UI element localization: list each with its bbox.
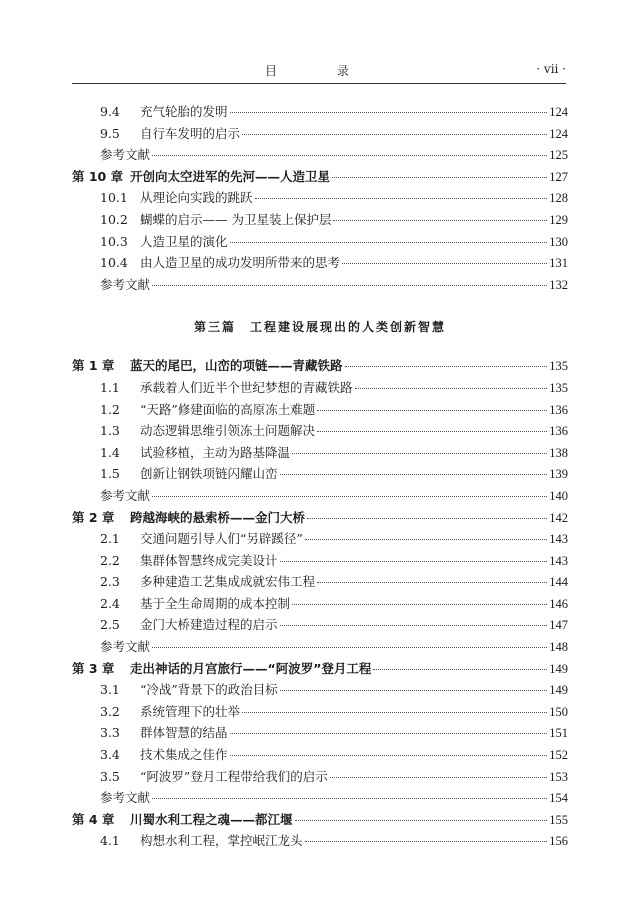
entry-title: 蝴蝶的启示—— 为卫星装上保护层	[140, 211, 332, 227]
entry-number: 1.2	[100, 401, 120, 417]
entry-title: 充气轮胎的发明	[140, 104, 228, 119]
entry-number: 1.3	[100, 423, 120, 439]
entry-page-number: 142	[549, 510, 568, 525]
entry-page-number: 128	[549, 191, 568, 206]
dot-leader	[317, 410, 547, 411]
toc-section-entry[interactable]	[72, 464, 568, 486]
entry-title: 参考文献	[100, 487, 151, 503]
entry-number: 3.1	[100, 682, 120, 698]
dot-leader	[280, 625, 548, 626]
entry-number: 1.4	[100, 444, 120, 460]
dot-leader	[292, 453, 547, 454]
toc-section-entry[interactable]	[72, 680, 568, 702]
entry-number: 第 10 章	[72, 168, 124, 184]
entry-page-number: 131	[549, 256, 568, 271]
entry-title: 创新让钢铁项链闪耀山峦	[140, 466, 278, 482]
dot-leader	[355, 388, 548, 389]
dot-leader	[333, 220, 547, 221]
entry-title: 跨越海峡的悬索桥——金门大桥	[130, 509, 306, 525]
entry-page-number: 124	[549, 126, 568, 141]
entry-page-number: 139	[549, 467, 568, 482]
entry-title: 金门大桥建造过程的启示	[140, 617, 278, 633]
entry-number: 2.2	[100, 552, 120, 568]
entry-page-number: 135	[549, 359, 568, 374]
toc-section-entry[interactable]	[72, 723, 568, 745]
entry-title: 基于全生命周期的成本控制	[140, 595, 291, 611]
dot-leader	[152, 496, 547, 497]
entry-page-number: 127	[549, 169, 568, 184]
dot-leader	[230, 755, 548, 756]
entry-number: 第 1 章	[72, 358, 115, 374]
entry-number: 3.4	[100, 747, 120, 763]
dot-leader	[230, 242, 548, 243]
entry-page-number: 135	[549, 380, 568, 395]
toc-references-entry[interactable]	[72, 486, 568, 508]
toc-chapter-entry[interactable]	[72, 810, 568, 832]
dot-leader	[330, 777, 547, 778]
dot-leader	[317, 431, 547, 432]
toc-references-entry[interactable]	[72, 637, 568, 659]
toc-section-entry[interactable]	[72, 210, 568, 232]
entry-title: 构想水利工程，掌控岷江龙头	[140, 833, 303, 849]
entry-number: 10.3	[100, 233, 128, 249]
dot-leader	[332, 177, 547, 178]
toc-section-entry[interactable]	[72, 594, 568, 616]
entry-title: 参考文献	[100, 147, 151, 163]
header-page-number: · vii ·	[536, 62, 566, 76]
dot-leader	[255, 198, 548, 199]
entry-number: 第 2 章	[72, 509, 115, 525]
entry-page-number: 147	[549, 618, 568, 633]
toc-references-entry[interactable]	[72, 145, 568, 167]
entry-number: 第 4 章	[72, 811, 115, 827]
dot-leader	[280, 561, 548, 562]
toc-section-entry[interactable]	[72, 378, 568, 400]
entry-number: 2.3	[100, 574, 120, 590]
running-header	[72, 62, 566, 84]
entry-title: 开创向太空进军的先河——人造卫星	[130, 168, 331, 184]
entry-page-number: 140	[549, 488, 568, 503]
entry-page-number: 143	[549, 532, 568, 547]
dot-leader	[373, 669, 547, 670]
toc-chapter-entry[interactable]	[72, 356, 568, 378]
entry-title: 动态逻辑思维引领冻土问题解决	[140, 423, 316, 439]
entry-title: 走出神话的月宫旅行——“阿波罗”登月工程	[130, 660, 372, 676]
header-title: 目 录	[264, 64, 373, 78]
toc-section-entry[interactable]	[72, 232, 568, 254]
entry-page-number: 124	[549, 105, 568, 119]
entry-title: 参考文献	[100, 639, 151, 655]
toc-section-entry[interactable]	[72, 745, 568, 767]
dot-leader	[307, 518, 547, 519]
toc-section-entry[interactable]	[72, 188, 568, 210]
entry-title: 川蜀水利工程之魂——都江堰	[130, 811, 293, 827]
dot-leader	[242, 712, 547, 713]
dot-leader	[230, 112, 548, 113]
entry-number: 9.5	[100, 125, 120, 141]
entry-number: 3.5	[100, 768, 120, 784]
dot-leader	[295, 820, 548, 821]
toc-section-entry[interactable]	[72, 767, 568, 789]
entry-page-number: 136	[549, 402, 568, 417]
entry-number: 3.3	[100, 725, 120, 741]
toc-chapter-entry[interactable]	[72, 659, 568, 681]
toc-section-entry[interactable]	[72, 831, 568, 853]
entry-number: 1.1	[100, 379, 120, 395]
toc-group-2	[72, 356, 568, 853]
entry-title: 多种建造工艺集成成就宏伟工程	[140, 574, 316, 590]
entry-page-number: 156	[549, 834, 568, 849]
entry-number: 9.4	[100, 104, 120, 119]
toc-section-entry[interactable]	[72, 400, 568, 422]
entry-page-number: 155	[549, 812, 568, 827]
dot-leader	[305, 841, 548, 842]
entry-title: 从理论向实践的跳跃	[140, 190, 253, 206]
entry-title: 承载着人们近半个世纪梦想的青藏铁路	[140, 379, 353, 395]
part-title: 工程建设展现出的人类创新智慧	[250, 319, 447, 334]
entry-page-number: 125	[549, 148, 568, 163]
dot-leader	[280, 474, 548, 475]
entry-title: 参考文献	[100, 790, 151, 806]
entry-title: 群体智慧的结晶	[140, 725, 228, 741]
dot-leader	[152, 647, 547, 648]
dot-leader	[305, 539, 547, 540]
entry-page-number: 138	[549, 445, 568, 460]
dot-leader	[342, 263, 547, 264]
entry-page-number: 146	[549, 596, 568, 611]
dot-leader	[345, 366, 548, 367]
header-rule	[72, 83, 566, 84]
entry-number: 3.2	[100, 703, 120, 719]
entry-number: 10.2	[100, 211, 128, 227]
entry-number: 1.5	[100, 466, 120, 482]
toc-section-entry[interactable]	[72, 615, 568, 637]
dot-leader	[280, 690, 547, 691]
entry-page-number: 152	[549, 748, 568, 763]
toc-section-entry[interactable]	[72, 551, 568, 573]
toc-group-1	[72, 102, 568, 296]
entry-number: 4.1	[100, 833, 120, 849]
toc-chapter-entry[interactable]	[72, 167, 568, 189]
entry-number: 10.4	[100, 255, 128, 271]
entry-number: 2.1	[100, 531, 120, 547]
toc-section-entry[interactable]	[72, 102, 568, 124]
dot-leader	[242, 134, 547, 135]
entry-number: 2.5	[100, 617, 120, 633]
entry-page-number: 130	[549, 234, 568, 249]
entry-title: “天路”修建面临的高原冻土难题	[140, 401, 316, 417]
entry-page-number: 136	[549, 424, 568, 439]
dot-leader	[152, 155, 547, 156]
toc-references-entry[interactable]	[72, 275, 568, 297]
toc-section-entry[interactable]	[72, 572, 568, 594]
entry-title: 技术集成之佳作	[140, 747, 228, 763]
part-label: 第三篇	[193, 319, 236, 334]
entry-page-number: 154	[549, 791, 568, 806]
entry-title: 交通问题引导人们“另辟蹊径”	[140, 531, 303, 547]
dot-leader	[230, 733, 548, 734]
entry-page-number: 150	[549, 704, 568, 719]
entry-page-number: 148	[549, 640, 568, 655]
entry-title: 蓝天的尾巴，山峦的项链——青藏铁路	[130, 358, 343, 374]
entry-number: 10.1	[100, 190, 128, 206]
entry-page-number: 151	[549, 726, 568, 741]
entry-page-number: 143	[549, 553, 568, 568]
toc-references-entry[interactable]	[72, 788, 568, 810]
table-of-contents	[72, 102, 568, 853]
dot-leader	[152, 798, 547, 799]
part-heading	[72, 296, 568, 356]
entry-title: 由人造卫星的成功发明所带来的思考	[140, 255, 341, 271]
dot-leader	[292, 604, 547, 605]
toc-section-entry[interactable]	[72, 529, 568, 551]
toc-chapter-entry[interactable]	[72, 508, 568, 530]
toc-section-entry[interactable]	[72, 253, 568, 275]
dot-leader	[152, 285, 547, 286]
entry-page-number: 132	[549, 277, 568, 292]
toc-section-entry[interactable]	[72, 702, 568, 724]
toc-section-entry[interactable]	[72, 443, 568, 465]
entry-page-number: 149	[549, 683, 568, 698]
entry-title: “阿波罗”登月工程带给我们的启示	[140, 768, 328, 784]
entry-title: 人造卫星的演化	[140, 233, 228, 249]
entry-page-number: 153	[549, 769, 568, 784]
entry-title: 参考文献	[100, 276, 151, 292]
toc-section-entry[interactable]	[72, 124, 568, 146]
entry-page-number: 144	[549, 575, 568, 590]
entry-title: 集群体智慧终成完美设计	[140, 552, 278, 568]
dot-leader	[317, 582, 547, 583]
entry-title: “冷战”背景下的政治目标	[140, 682, 278, 698]
entry-number: 第 3 章	[72, 660, 115, 676]
entry-title: 系统管理下的壮举	[140, 703, 241, 719]
entry-title: 自行车发明的启示	[140, 125, 241, 141]
entry-title: 试验移植，主动为路基降温	[140, 444, 291, 460]
toc-section-entry[interactable]	[72, 421, 568, 443]
entry-number: 2.4	[100, 595, 120, 611]
entry-page-number: 129	[549, 212, 568, 227]
entry-page-number: 149	[549, 661, 568, 676]
